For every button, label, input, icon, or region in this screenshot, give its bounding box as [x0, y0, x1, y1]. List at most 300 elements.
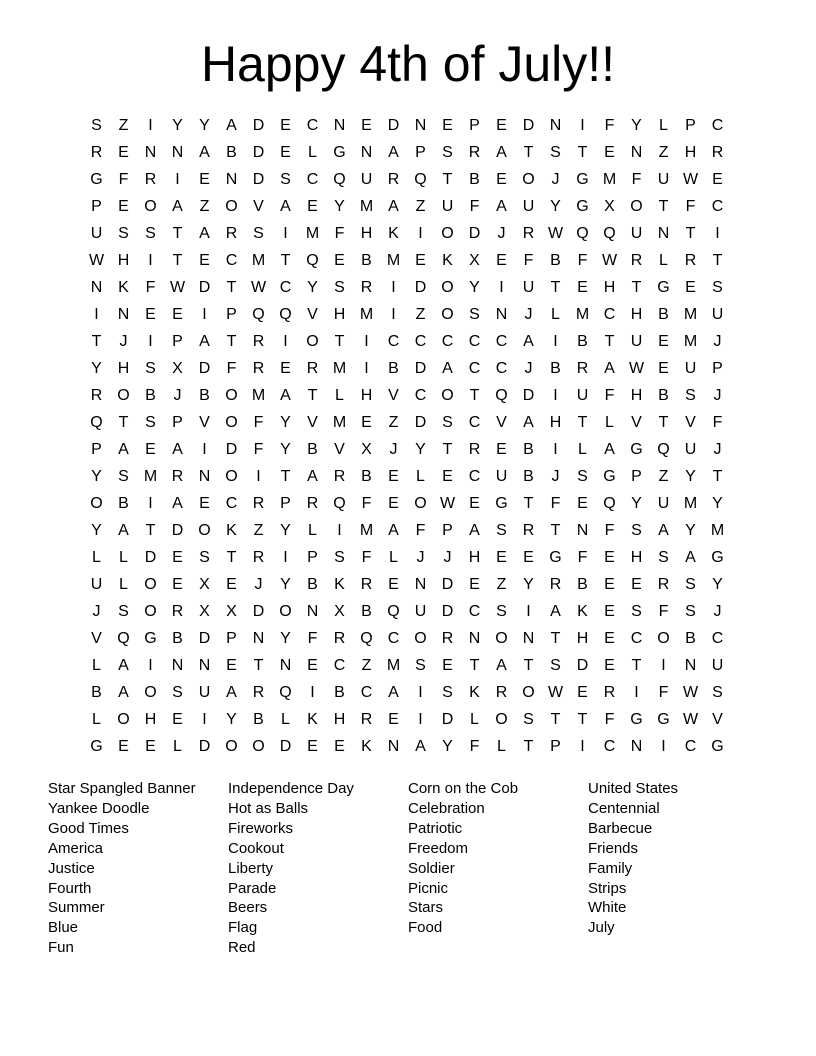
grid-letter: P: [91, 198, 102, 215]
grid-letter: O: [495, 630, 508, 647]
grid-letter: D: [252, 117, 265, 134]
word-list-item: Independence Day: [228, 780, 354, 797]
grid-letter: J: [119, 333, 128, 350]
grid-letter: I: [580, 738, 585, 755]
grid-row: [83, 517, 733, 544]
grid-letter: O: [414, 495, 427, 512]
grid-letter: J: [389, 441, 398, 458]
grid-letter: T: [550, 279, 561, 296]
grid-letter: M: [332, 360, 347, 377]
grid-letter: A: [172, 198, 183, 215]
grid-letter: J: [551, 171, 560, 188]
grid-letter: M: [305, 225, 320, 242]
grid-letter: S: [712, 279, 723, 296]
grid-letter: E: [199, 495, 210, 512]
word-list-item: Freedom: [408, 839, 469, 857]
grid-letter: N: [225, 171, 238, 188]
grid-letter: V: [253, 198, 264, 215]
grid-letter: X: [172, 360, 183, 377]
grid-letter: E: [361, 414, 372, 431]
grid-letter: E: [604, 657, 615, 674]
grid-letter: Y: [91, 468, 102, 485]
grid-letter: O: [522, 684, 535, 701]
grid-letter: Q: [603, 495, 616, 512]
grid-letter: P: [307, 549, 318, 566]
word-list-item: Corn on the Cob: [408, 780, 519, 797]
grid-letter: E: [118, 144, 129, 161]
grid-row: [83, 436, 733, 463]
grid-letter: A: [199, 144, 210, 161]
grid-letter: O: [441, 387, 454, 404]
word-list-item: Star Spangled Banner: [48, 780, 196, 797]
grid-letter: M: [386, 252, 401, 269]
grid-letter: F: [604, 387, 615, 404]
grid-letter: F: [631, 171, 642, 188]
grid-letter: J: [254, 576, 263, 593]
grid-letter: Y: [631, 495, 642, 512]
grid-letter: B: [685, 630, 696, 647]
grid-row: [83, 679, 733, 706]
grid-letter: E: [145, 441, 156, 458]
grid-letter: A: [523, 333, 534, 350]
grid-letter: U: [657, 171, 670, 188]
grid-letter: E: [658, 360, 669, 377]
grid-letter: J: [713, 603, 722, 620]
grid-letter: S: [712, 684, 723, 701]
grid-letter: N: [198, 468, 211, 485]
grid-letter: R: [171, 603, 184, 620]
grid-letter: T: [523, 495, 534, 512]
grid-letter: R: [171, 468, 184, 485]
grid-letter: D: [441, 711, 454, 728]
grid-letter: P: [712, 360, 723, 377]
grid-letter: B: [577, 576, 588, 593]
grid-letter: E: [172, 306, 183, 323]
grid-letter: I: [418, 684, 423, 701]
grid-letter: L: [308, 522, 317, 539]
grid-letter: O: [441, 306, 454, 323]
grid-letter: K: [334, 576, 345, 593]
grid-letter: L: [92, 549, 101, 566]
grid-letter: E: [523, 549, 534, 566]
grid-letter: Y: [280, 441, 291, 458]
grid-letter: N: [171, 657, 184, 674]
grid-letter: G: [711, 549, 724, 566]
grid-letter: M: [683, 333, 698, 350]
grid-letter: U: [522, 279, 535, 296]
grid-letter: T: [307, 387, 318, 404]
grid-letter: G: [549, 549, 562, 566]
grid-letter: U: [495, 468, 508, 485]
grid-letter: S: [118, 225, 129, 242]
grid-letter: R: [252, 549, 265, 566]
grid-letter: D: [198, 360, 211, 377]
grid-letter: T: [469, 387, 480, 404]
grid-letter: H: [117, 360, 130, 377]
grid-letter: N: [549, 117, 562, 134]
grid-letter: C: [495, 360, 508, 377]
grid-letter: V: [496, 414, 507, 431]
grid-letter: T: [253, 657, 264, 674]
grid-letter: S: [442, 144, 453, 161]
grid-letter: A: [388, 144, 399, 161]
grid-letter: L: [335, 387, 344, 404]
grid-letter: S: [253, 225, 264, 242]
grid-letter: C: [387, 333, 400, 350]
grid-letter: E: [280, 117, 291, 134]
grid-letter: W: [682, 684, 699, 701]
word-list-item: Hot as Balls: [228, 799, 309, 817]
grid-letter: N: [252, 630, 265, 647]
grid-letter: Y: [685, 522, 696, 539]
word-list-item: Stars: [408, 899, 444, 917]
grid-letter: E: [604, 144, 615, 161]
grid-letter: U: [198, 684, 211, 701]
grid-letter: X: [334, 603, 345, 620]
grid-letter: E: [496, 549, 507, 566]
grid-letter: Y: [172, 117, 183, 134]
grid-letter: B: [658, 306, 669, 323]
grid-letter: T: [577, 711, 588, 728]
grid-letter: I: [94, 306, 99, 323]
grid-letter: N: [171, 144, 184, 161]
word-list-item: Celebration: [408, 799, 485, 817]
grid-letter: S: [523, 711, 534, 728]
grid-letter: I: [148, 252, 153, 269]
grid-letter: P: [280, 495, 291, 512]
grid-letter: H: [117, 252, 130, 269]
grid-letter: L: [497, 738, 506, 755]
grid-letter: R: [468, 144, 481, 161]
grid-letter: H: [468, 549, 481, 566]
grid-letter: N: [387, 738, 400, 755]
word-list-item: Parade: [228, 879, 277, 897]
grid-letter: T: [280, 252, 291, 269]
grid-letter: G: [576, 171, 589, 188]
grid-letter: F: [604, 117, 615, 134]
grid-letter: N: [117, 306, 130, 323]
grid-letter: E: [496, 117, 507, 134]
grid-letter: T: [334, 333, 345, 350]
word-column: [588, 779, 768, 958]
grid-letter: U: [360, 171, 373, 188]
grid-letter: O: [522, 171, 535, 188]
grid-letter: L: [659, 117, 668, 134]
grid-letter: I: [526, 603, 531, 620]
grid-letter: B: [199, 387, 210, 404]
grid-letter: W: [628, 360, 645, 377]
grid-letter: O: [441, 225, 454, 242]
grid-letter: J: [443, 549, 452, 566]
grid-letter: F: [469, 738, 480, 755]
grid-letter: I: [391, 306, 396, 323]
grid-letter: I: [553, 387, 558, 404]
grid-row: [83, 247, 733, 274]
grid-letter: A: [118, 684, 129, 701]
grid-letter: I: [202, 306, 207, 323]
grid-letter: O: [225, 198, 238, 215]
grid-letter: B: [307, 441, 318, 458]
grid-letter: E: [415, 252, 426, 269]
grid-letter: Z: [253, 522, 264, 539]
grid-letter: U: [414, 603, 427, 620]
grid-letter: R: [360, 576, 373, 593]
grid-letter: C: [468, 414, 481, 431]
grid-letter: R: [468, 441, 481, 458]
word-list: [48, 779, 788, 958]
word-list-item: Fun: [48, 939, 74, 957]
grid-letter: Y: [280, 522, 291, 539]
grid-letter: K: [442, 252, 453, 269]
grid-letter: J: [713, 387, 722, 404]
grid-letter: R: [711, 144, 724, 161]
grid-letter: D: [198, 279, 211, 296]
grid-letter: Z: [415, 306, 426, 323]
grid-letter: G: [576, 198, 589, 215]
grid-letter: N: [576, 522, 589, 539]
grid-letter: C: [225, 495, 238, 512]
grid-letter: R: [522, 522, 535, 539]
grid-letter: E: [307, 198, 318, 215]
grid-letter: U: [657, 495, 670, 512]
grid-letter: R: [306, 360, 319, 377]
grid-letter: A: [226, 684, 237, 701]
grid-letter: D: [252, 171, 265, 188]
grid-letter: C: [711, 198, 724, 215]
grid-letter: R: [360, 711, 373, 728]
grid-row: [83, 139, 733, 166]
grid-letter: M: [251, 387, 266, 404]
grid-letter: O: [441, 279, 454, 296]
grid-letter: Q: [252, 306, 265, 323]
grid-letter: X: [604, 198, 615, 215]
grid-letter: R: [333, 630, 346, 647]
grid-letter: O: [117, 387, 130, 404]
grid-letter: V: [685, 414, 696, 431]
grid-letter: Q: [495, 387, 508, 404]
grid-letter: N: [630, 738, 643, 755]
grid-letter: S: [415, 657, 426, 674]
grid-letter: S: [442, 414, 453, 431]
grid-letter: O: [198, 522, 211, 539]
grid-letter: J: [416, 549, 425, 566]
grid-letter: Y: [199, 117, 210, 134]
grid-letter: O: [144, 684, 157, 701]
grid-letter: Y: [280, 630, 291, 647]
grid-letter: T: [577, 414, 588, 431]
grid-letter: A: [685, 549, 696, 566]
grid-letter: A: [496, 657, 507, 674]
grid-letter: T: [226, 549, 237, 566]
grid-letter: L: [308, 144, 317, 161]
grid-letter: E: [388, 711, 399, 728]
grid-letter: S: [685, 576, 696, 593]
grid-letter: D: [144, 549, 157, 566]
grid-letter: P: [415, 144, 426, 161]
grid-letter: K: [388, 225, 399, 242]
grid-letter: A: [118, 657, 129, 674]
grid-letter: A: [442, 360, 453, 377]
grid-letter: N: [495, 306, 508, 323]
grid-letter: D: [198, 630, 211, 647]
grid-letter: J: [92, 603, 101, 620]
grid-letter: Q: [333, 171, 346, 188]
grid-letter: C: [306, 117, 319, 134]
grid-letter: T: [631, 657, 642, 674]
grid-letter: N: [414, 117, 427, 134]
grid-letter: T: [91, 333, 102, 350]
grid-letter: W: [547, 684, 564, 701]
grid-letter: E: [577, 495, 588, 512]
grid-letter: S: [334, 279, 345, 296]
grid-letter: L: [578, 441, 587, 458]
grid-letter: E: [685, 279, 696, 296]
word-list-item: Justice: [48, 859, 95, 877]
grid-letter: B: [550, 252, 561, 269]
grid-letter: A: [604, 441, 615, 458]
grid-letter: W: [250, 279, 267, 296]
grid-letter: O: [225, 414, 238, 431]
grid-letter: B: [253, 711, 264, 728]
grid-letter: N: [90, 279, 103, 296]
word-list-item: White: [588, 899, 627, 917]
grid-letter: U: [684, 441, 697, 458]
grid-letter: B: [361, 468, 372, 485]
grid-letter: S: [145, 225, 156, 242]
grid-letter: T: [550, 630, 561, 647]
grid-letter: T: [712, 252, 723, 269]
grid-row: [83, 301, 733, 328]
grid-letter: A: [604, 360, 615, 377]
grid-letter: L: [470, 711, 479, 728]
grid-letter: C: [468, 360, 481, 377]
grid-letter: A: [496, 144, 507, 161]
grid-letter: L: [119, 576, 128, 593]
grid-letter: G: [603, 468, 616, 485]
grid-letter: S: [469, 306, 480, 323]
grid-letter: U: [684, 360, 697, 377]
grid-letter: R: [495, 684, 508, 701]
grid-letter: R: [90, 144, 103, 161]
grid-letter: A: [226, 117, 237, 134]
grid-letter: Z: [496, 576, 507, 593]
grid-letter: A: [496, 198, 507, 215]
grid-letter: N: [522, 630, 535, 647]
word-list-item: Fourth: [48, 879, 92, 897]
grid-letter: I: [148, 495, 153, 512]
grid-letter: E: [226, 657, 237, 674]
grid-letter: C: [603, 306, 616, 323]
grid-letter: I: [148, 333, 153, 350]
grid-letter: J: [497, 225, 506, 242]
grid-letter: F: [577, 549, 588, 566]
grid-letter: T: [172, 225, 183, 242]
grid-letter: L: [173, 738, 182, 755]
grid-letter: J: [551, 468, 560, 485]
grid-letter: J: [713, 333, 722, 350]
grid-letter: F: [415, 522, 426, 539]
grid-letter: O: [225, 387, 238, 404]
grid-letter: O: [414, 630, 427, 647]
grid-letter: I: [202, 711, 207, 728]
grid-letter: M: [575, 306, 590, 323]
grid-letter: G: [333, 144, 346, 161]
grid-letter: A: [388, 522, 399, 539]
grid-letter: H: [576, 630, 589, 647]
grid-letter: S: [496, 603, 507, 620]
grid-letter: F: [577, 252, 588, 269]
grid-letter: E: [496, 252, 507, 269]
grid-letter: I: [391, 279, 396, 296]
word-list-item: Yankee Doodle: [48, 799, 150, 817]
grid-row: [83, 112, 733, 139]
grid-letter: C: [711, 117, 724, 134]
grid-letter: Y: [469, 279, 480, 296]
grid-letter: E: [442, 117, 453, 134]
grid-letter: N: [333, 117, 346, 134]
grid-letter: C: [306, 171, 319, 188]
grid-letter: R: [603, 684, 616, 701]
grid-letter: T: [226, 279, 237, 296]
grid-letter: P: [172, 414, 183, 431]
grid-letter: P: [469, 117, 480, 134]
grid-letter: O: [117, 711, 130, 728]
grid-letter: I: [364, 333, 369, 350]
grid-letter: A: [280, 198, 291, 215]
grid-letter: Y: [307, 279, 318, 296]
grid-letter: F: [658, 603, 669, 620]
grid-letter: I: [661, 738, 666, 755]
grid-letter: T: [658, 414, 669, 431]
grid-letter: F: [145, 279, 156, 296]
word-list-item: Good Times: [48, 819, 129, 837]
grid-letter: A: [199, 333, 210, 350]
grid-letter: U: [630, 225, 643, 242]
grid-letter: G: [90, 738, 103, 755]
grid-letter: B: [550, 360, 561, 377]
grid-letter: S: [145, 360, 156, 377]
grid-letter: S: [550, 144, 561, 161]
grid-letter: G: [657, 279, 670, 296]
grid-letter: E: [442, 657, 453, 674]
grid-letter: M: [359, 198, 374, 215]
grid-letter: U: [576, 387, 589, 404]
grid-letter: V: [334, 441, 345, 458]
grid-letter: B: [91, 684, 102, 701]
grid-letter: T: [442, 171, 453, 188]
grid-row: [83, 706, 733, 733]
grid-letter: F: [118, 171, 129, 188]
grid-row: [83, 166, 733, 193]
grid-row: [83, 625, 733, 652]
grid-letter: O: [306, 333, 319, 350]
grid-letter: U: [90, 576, 103, 593]
grid-letter: E: [307, 657, 318, 674]
grid-letter: F: [253, 441, 264, 458]
word-list-item: Soldier: [408, 859, 455, 877]
grid-letter: F: [604, 711, 615, 728]
grid-letter: D: [441, 603, 454, 620]
grid-letter: L: [605, 414, 614, 431]
grid-letter: W: [682, 711, 699, 728]
word-column: [408, 779, 588, 958]
grid-letter: N: [144, 144, 157, 161]
grid-letter: I: [499, 279, 504, 296]
grid-letter: Z: [658, 144, 669, 161]
grid-letter: H: [144, 711, 157, 728]
grid-letter: B: [226, 144, 237, 161]
grid-letter: M: [332, 414, 347, 431]
